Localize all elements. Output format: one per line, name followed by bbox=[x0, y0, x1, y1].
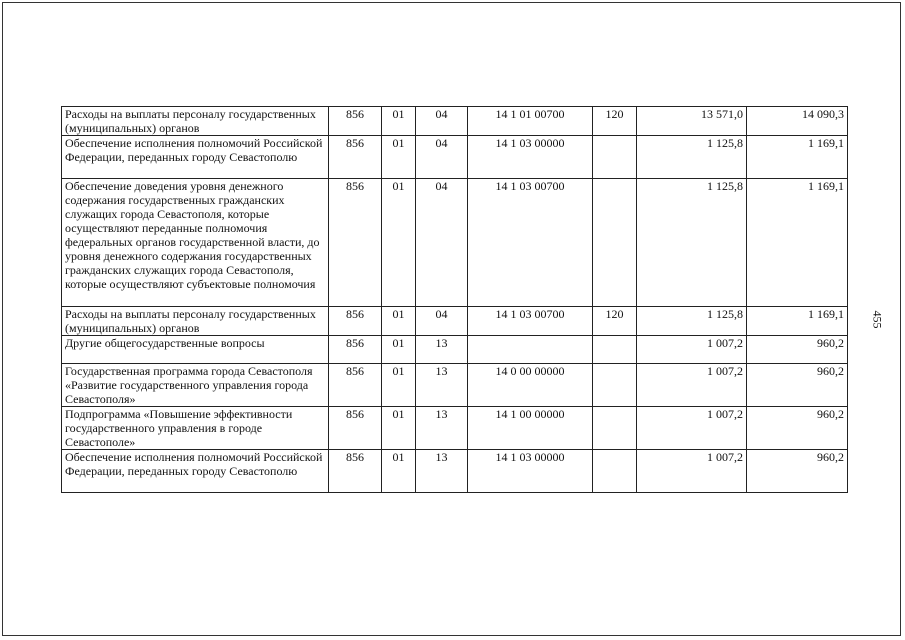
row-vr bbox=[593, 364, 637, 407]
row-sum-1: 1 007,2 bbox=[637, 450, 747, 493]
row-csr: 14 1 03 00000 bbox=[468, 450, 593, 493]
row-pr: 13 bbox=[416, 450, 468, 493]
row-gr: 856 bbox=[329, 364, 382, 407]
row-sum-2: 1 169,1 bbox=[747, 307, 848, 336]
row-pr: 13 bbox=[416, 407, 468, 450]
row-sum-2: 1 169,1 bbox=[747, 136, 848, 179]
row-sum-1: 1 125,8 bbox=[637, 179, 747, 307]
row-rz: 01 bbox=[382, 336, 416, 364]
row-csr: 14 1 00 00000 bbox=[468, 407, 593, 450]
row-sum-1: 1 007,2 bbox=[637, 407, 747, 450]
row-gr: 856 bbox=[329, 136, 382, 179]
row-pr: 04 bbox=[416, 307, 468, 336]
row-name: Расходы на выплаты персоналу государственных (муниципальных) органов bbox=[62, 307, 329, 336]
row-sum-2: 960,2 bbox=[747, 450, 848, 493]
row-pr: 04 bbox=[416, 107, 468, 136]
row-gr: 856 bbox=[329, 179, 382, 307]
row-sum-1: 1 125,8 bbox=[637, 136, 747, 179]
row-rz: 01 bbox=[382, 407, 416, 450]
row-name: Обеспечение исполнения полномочий Российской Федерации, переданных городу Севастополю bbox=[62, 136, 329, 179]
row-name: Обеспечение исполнения полномочий Российской Федерации, переданных городу Севастополю bbox=[62, 450, 329, 493]
table-row bbox=[62, 136, 848, 179]
row-sum-2: 960,2 bbox=[747, 336, 848, 364]
row-csr: 14 1 03 00700 bbox=[468, 307, 593, 336]
row-pr: 04 bbox=[416, 136, 468, 179]
row-vr bbox=[593, 136, 637, 179]
row-csr bbox=[468, 336, 593, 364]
row-sum-1: 1 007,2 bbox=[637, 364, 747, 407]
table-row bbox=[62, 450, 848, 493]
row-sum-1: 13 571,0 bbox=[637, 107, 747, 136]
row-vr bbox=[593, 450, 637, 493]
row-gr: 856 bbox=[329, 407, 382, 450]
row-rz: 01 bbox=[382, 107, 416, 136]
row-pr: 13 bbox=[416, 336, 468, 364]
row-name: Другие общегосударственные вопросы bbox=[62, 336, 329, 364]
row-sum-1: 1 007,2 bbox=[637, 336, 747, 364]
row-rz: 01 bbox=[382, 364, 416, 407]
table-row bbox=[62, 336, 848, 364]
row-rz: 01 bbox=[382, 136, 416, 179]
row-gr: 856 bbox=[329, 336, 382, 364]
row-name: Обеспечение доведения уровня денежного содержания государственных гражданских служащих города Севастополя, которые осуществляют переданные полномочия федеральных органов государственной власти, до уровня денежного содержания государственных гражданских служащих города Севастополя, которые осуществляют субъектовые полномочия bbox=[62, 179, 329, 307]
row-csr: 14 1 03 00000 bbox=[468, 136, 593, 179]
row-gr: 856 bbox=[329, 450, 382, 493]
table-row bbox=[62, 364, 848, 407]
page-number: 455 bbox=[870, 310, 885, 329]
row-sum-2: 1 169,1 bbox=[747, 179, 848, 307]
row-sum-2: 960,2 bbox=[747, 364, 848, 407]
row-name: Государственная программа города Севастополя «Развитие государственного управления города Севастополя» bbox=[62, 364, 329, 407]
row-vr bbox=[593, 407, 637, 450]
row-name: Расходы на выплаты персоналу государственных (муниципальных) органов bbox=[62, 107, 329, 136]
table-row bbox=[62, 179, 848, 307]
row-gr: 856 bbox=[329, 307, 382, 336]
budget-table bbox=[61, 106, 848, 493]
row-vr bbox=[593, 179, 637, 307]
row-rz: 01 bbox=[382, 450, 416, 493]
row-rz: 01 bbox=[382, 179, 416, 307]
row-csr: 14 1 03 00700 bbox=[468, 179, 593, 307]
row-csr: 14 0 00 00000 bbox=[468, 364, 593, 407]
row-gr: 856 bbox=[329, 107, 382, 136]
row-pr: 13 bbox=[416, 364, 468, 407]
row-name: Подпрограмма «Повышение эффективности государственного управления в городе Севастополе» bbox=[62, 407, 329, 450]
row-rz: 01 bbox=[382, 307, 416, 336]
table-row bbox=[62, 407, 848, 450]
row-vr: 120 bbox=[593, 307, 637, 336]
row-sum-1: 1 125,8 bbox=[637, 307, 747, 336]
row-pr: 04 bbox=[416, 179, 468, 307]
row-vr bbox=[593, 336, 637, 364]
row-vr: 120 bbox=[593, 107, 637, 136]
row-sum-2: 960,2 bbox=[747, 407, 848, 450]
table-row bbox=[62, 107, 848, 136]
row-sum-2: 14 090,3 bbox=[747, 107, 848, 136]
table-row bbox=[62, 307, 848, 336]
row-csr: 14 1 01 00700 bbox=[468, 107, 593, 136]
